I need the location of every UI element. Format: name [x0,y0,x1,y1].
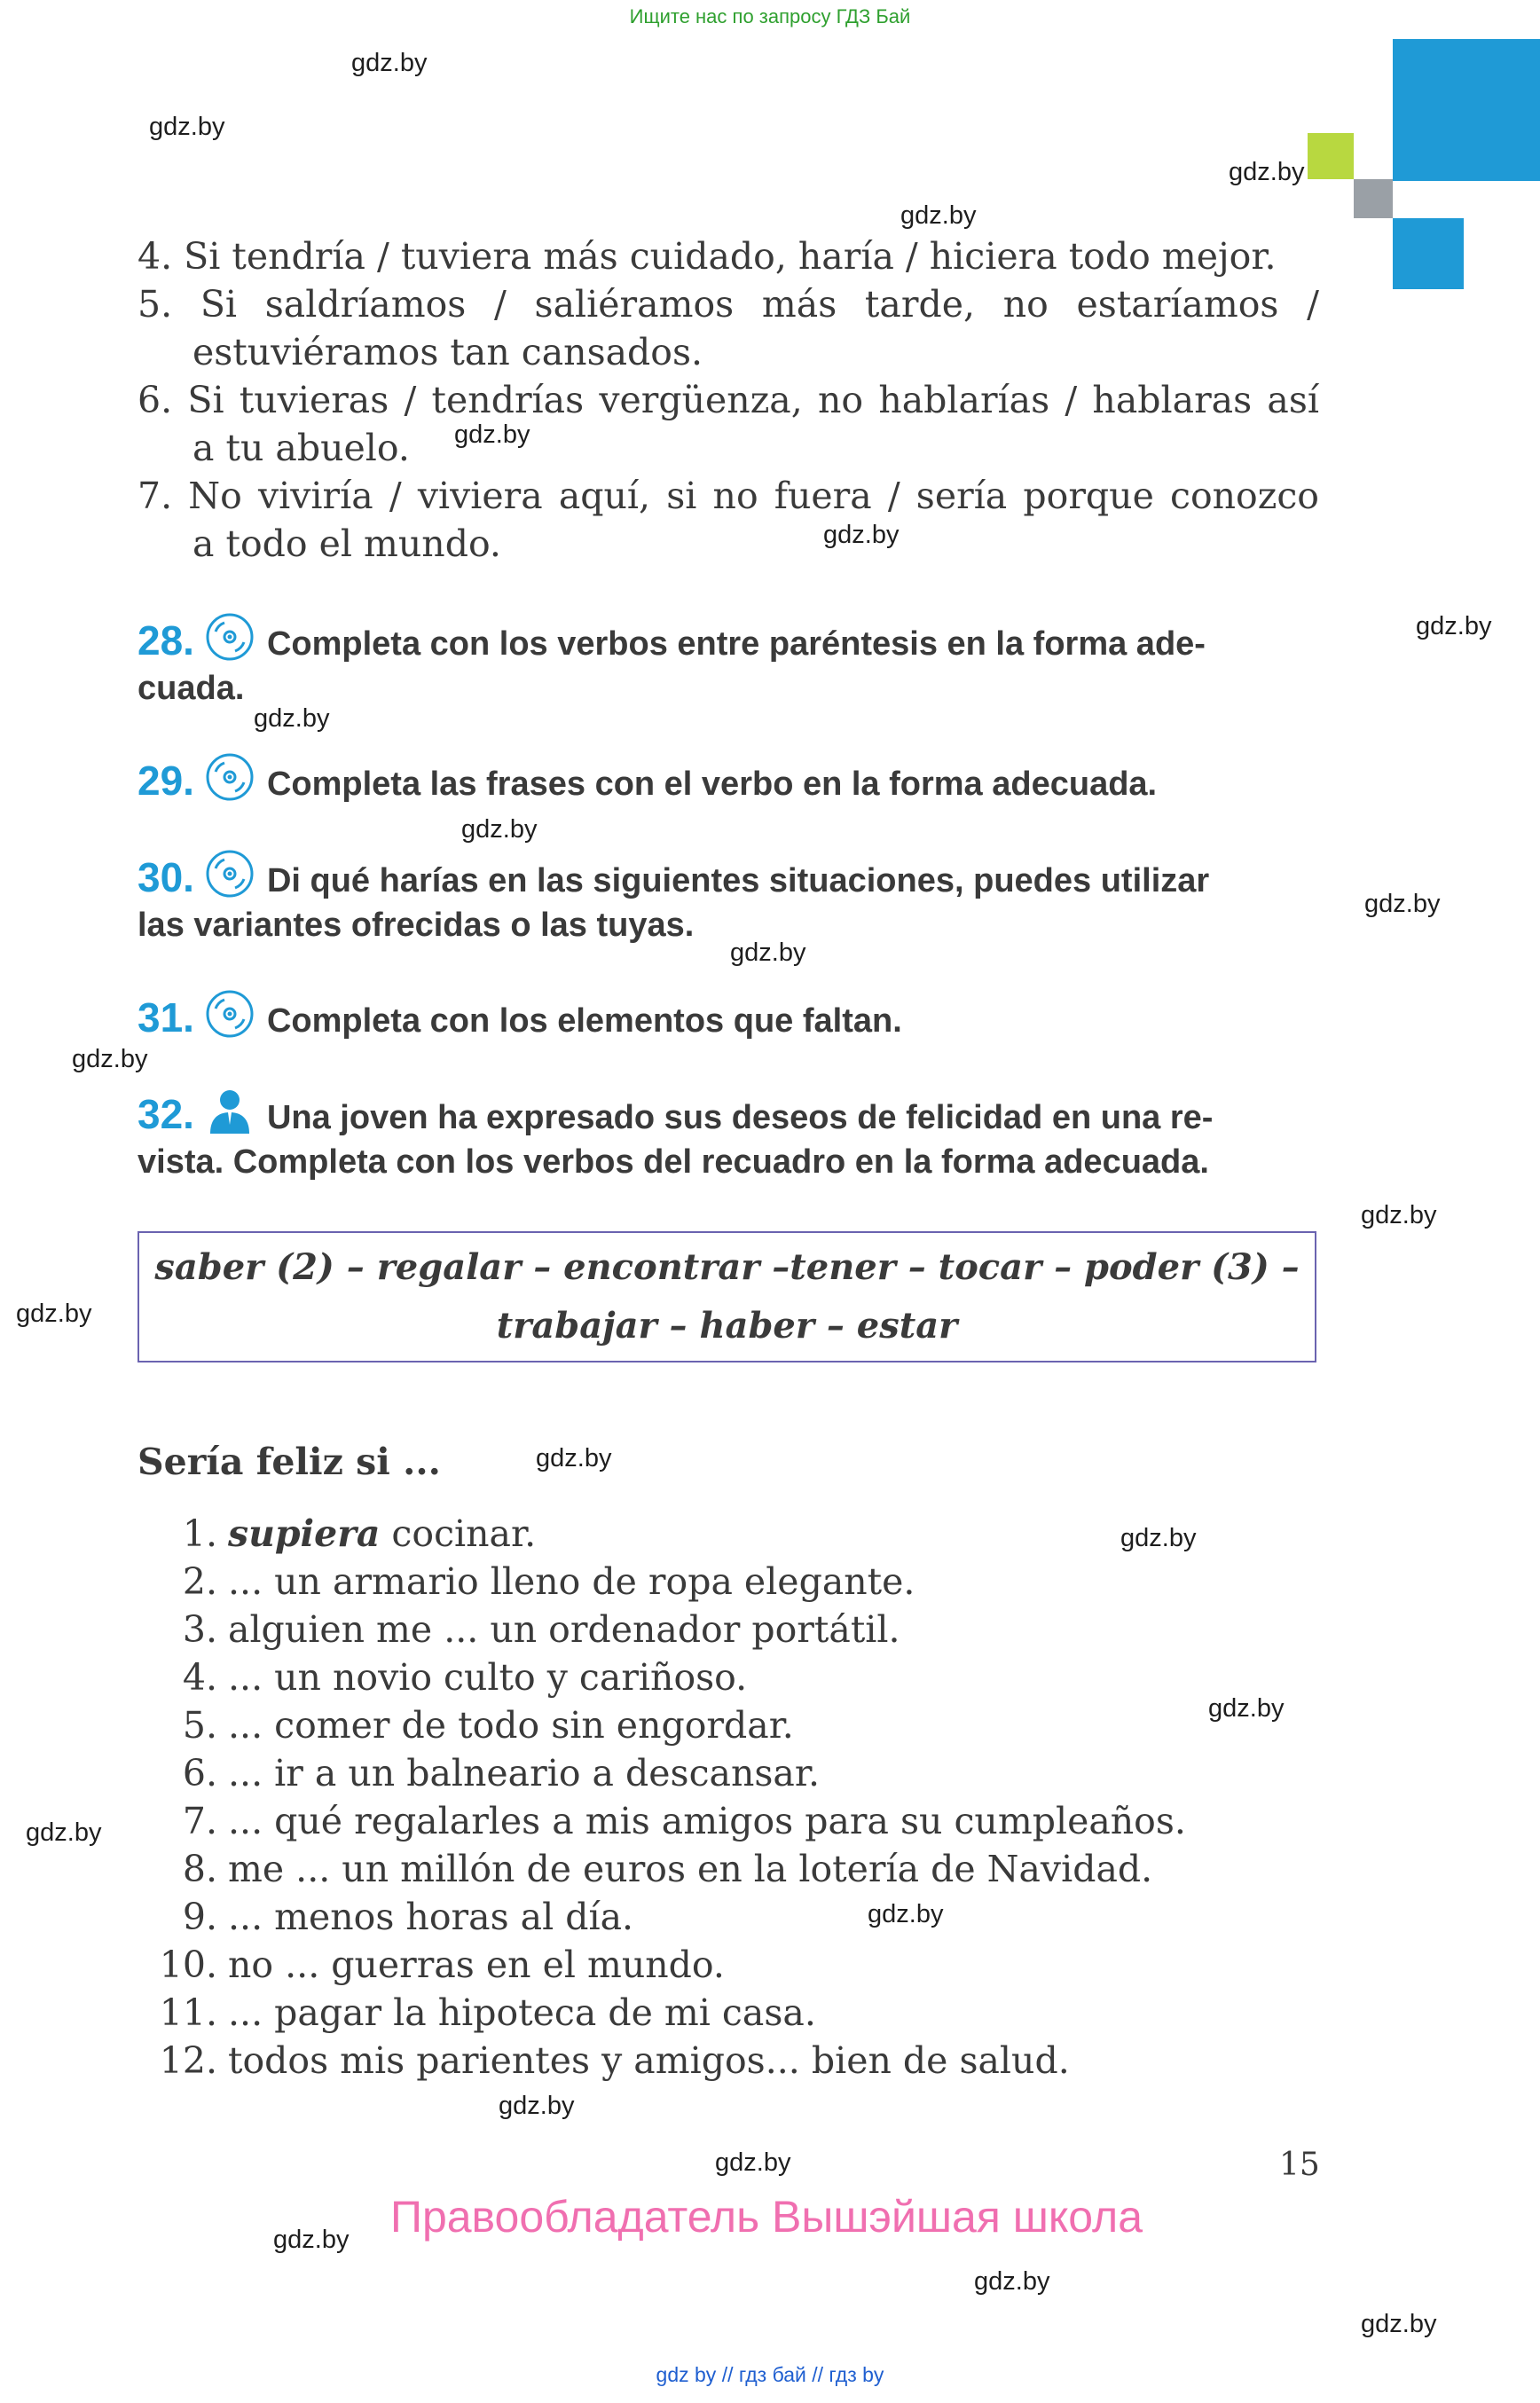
watermark: gdz.by [868,1900,944,1928]
watermark: gdz.by [536,1444,612,1472]
list-item-number: 5. [182,1704,217,1747]
list-item-text: ... comer de todo sin engordar. [228,1704,794,1747]
list-item-text: ... ir a un balneario a descansar. [228,1752,820,1794]
watermark: gdz.by [16,1300,92,1328]
list-item-text: no ... guerras en el mundo. [228,1944,725,1986]
corner-square-lime [1308,133,1354,179]
list-item-number: 8. [182,1848,217,1890]
watermark: gdz.by [1416,612,1492,640]
prev-item-6-cont [192,424,1374,472]
word-box-line-1: saber (2) – regalar – encontrar –tener – tocar – poder (3) – [154,1246,1300,1288]
list-item-text: ... qué regalarles a mis amigos para su cumpleaños. [228,1800,1186,1842]
exercise-29 [138,752,1319,806]
list-item-number: 12. [159,2039,217,2082]
list-item-text: ... un novio culto y cariñoso. [228,1656,748,1699]
list-item [138,1558,915,1606]
item-number: 4. [138,235,173,278]
exercise-28 [138,612,1319,711]
exercise-31 [138,989,1319,1043]
prev-item-7 [138,472,1319,520]
list-item-text: todos mis parientes y amigos... bien de salud. [228,2039,1070,2082]
item-text: Si saldríamos / saliéramos más tarde, no estaríamos / [200,283,1319,326]
list-item [138,1845,1152,1893]
watermark: gdz.by [254,704,330,733]
list-item-number: 7. [182,1800,217,1842]
word-box [138,1231,1316,1362]
section-heading: Sería feliz si ... [138,1441,441,1483]
list-item-number: 4. [182,1656,217,1699]
list-item [138,1701,794,1749]
exercise-instruction-cont: cuada. [138,670,245,707]
item-number: 7. [138,475,173,517]
disc-icon [205,989,255,1039]
exercise-instruction: Completa con los verbos entre paréntesis en la forma ade- [266,625,1206,663]
list-item-number: 3. [182,1608,217,1651]
watermark: gdz.by [1364,890,1441,918]
list-item [138,1941,725,1989]
list-item [138,1989,816,2037]
prev-item-4 [138,232,1319,280]
list-item-text: me ... un millón de euros en la lotería de Navidad. [228,1848,1153,1890]
prev-item-5-cont [192,328,1374,376]
item-text: Si tendría / tuviera más cuidado, haría / hiciera todo mejor. [184,235,1277,278]
watermark: gdz.by [499,2092,575,2120]
watermark: gdz.by [149,113,225,141]
list-item-answer: supiera [228,1512,381,1555]
watermark: gdz.by [974,2267,1050,2296]
exercise-32 [138,1086,1319,1184]
watermark: gdz.by [461,815,538,844]
list-item-number: 9. [182,1896,217,1938]
list-item-text: alguien me ... un ordenador portátil. [228,1608,900,1651]
list-item [138,1606,900,1653]
item-number: 6. [138,379,173,421]
item-text-cont: a todo el mundo. [192,522,501,565]
prev-item-5 [138,280,1319,328]
corner-square-small [1393,218,1464,289]
list-item-number: 6. [182,1752,217,1794]
list-item-text: ... un armario lleno de ropa elegante. [228,1560,915,1603]
watermark: gdz.by [1120,1524,1197,1552]
list-item-number: 2. [182,1560,217,1603]
watermark: gdz.by [823,521,900,549]
exercise-instruction-cont: las variantes ofrecidas o las tuyas. [138,907,695,944]
exercise-number: 31. [138,994,194,1041]
item-text-cont: a tu abuelo. [192,427,410,469]
exercise-instruction: Completa las frases con el verbo en la forma adecuada. [266,766,1158,803]
list-item-number: 10. [159,1944,217,1986]
watermark: gdz.by [26,1818,102,1847]
list-item [138,1653,747,1701]
disc-icon [205,752,255,802]
prev-item-7-cont [192,520,1374,568]
list-item [138,1797,1186,1845]
list-item [138,1510,536,1558]
watermark: gdz.by [1361,2310,1437,2338]
top-search-note: Ищите нас по запросу ГДЗ Бай [629,5,911,27]
exercise-instruction: Completa con los elementos que faltan. [266,1002,902,1040]
watermark: gdz.by [273,2226,350,2254]
list-item-number: 1. [182,1512,217,1555]
watermark: gdz.by [1208,1694,1285,1723]
copyright-owner: Правообладатель Вышэйшая школа [390,2192,1143,2242]
list-item-text: cocinar. [380,1512,537,1555]
corner-square-big [1393,39,1540,181]
exercise-instruction-cont: vista. Completa con los verbos del recuadro en la forma adecuada. [138,1143,1209,1181]
watermark: gdz.by [72,1045,148,1073]
watermark: gdz.by [1229,158,1305,186]
item-text: Si tuvieras / tendrías vergüenza, no hablarías / hablaras así [187,379,1319,421]
exercise-number: 28. [138,617,194,664]
list-item-text: ... menos horas al día. [228,1896,634,1938]
exercise-instruction: Di qué harías en las siguientes situaciones, puedes utilizar [266,862,1210,899]
watermark: gdz.by [351,49,428,77]
disc-icon [205,612,255,662]
watermark: gdz.by [730,938,806,967]
list-item-text: ... pagar la hipoteca de mi casa. [228,1991,816,2034]
watermark: gdz.by [900,201,977,230]
footer-links[interactable]: gdz by // гдз бай // гдз by [656,2363,884,2386]
disc-icon [205,849,255,899]
exercise-number: 30. [138,854,194,900]
list-item [138,1749,820,1797]
page-number: 15 [1279,2147,1320,2183]
exercise-instruction: Una joven ha expresado sus deseos de felicidad en una re- [266,1099,1214,1136]
word-box-line-2: trabajar – haber – estar [496,1305,958,1347]
list-item [138,1893,633,1941]
watermark: gdz.by [1361,1201,1437,1229]
exercise-30 [138,849,1319,947]
list-item-number: 11. [159,1991,217,2034]
list-item [138,2037,1070,2085]
corner-square-gray [1354,179,1393,218]
item-number: 5. [138,283,173,326]
item-text: No viviría / viviera aquí, si no fuera / sería porque conozco [188,475,1319,517]
exercise-number: 32. [138,1091,194,1137]
prev-item-6 [138,376,1319,424]
person-icon [205,1086,255,1135]
item-text-cont: estuviéramos tan cansados. [192,331,703,373]
watermark: gdz.by [454,420,530,449]
watermark: gdz.by [715,2148,791,2177]
exercise-number: 29. [138,758,194,804]
